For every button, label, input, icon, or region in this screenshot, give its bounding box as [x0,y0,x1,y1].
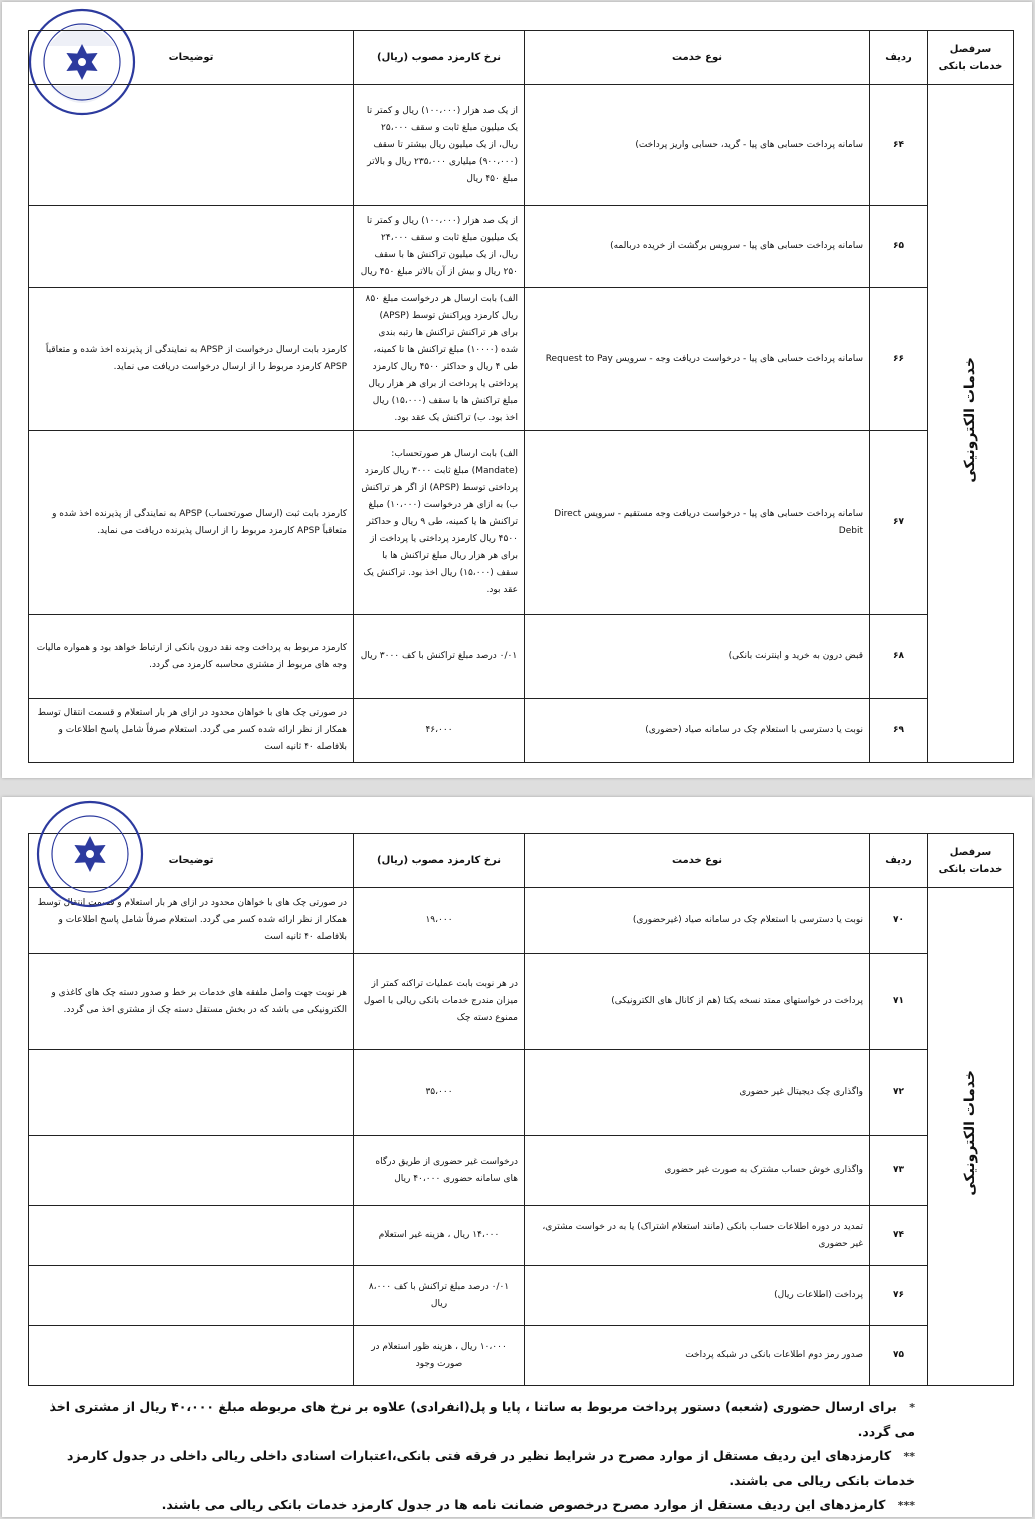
header-fee-rate: نرخ کارمزد مصوب (ریال) [354,834,525,888]
table-row [29,288,1014,431]
fee-rate: ۱۰،۰۰۰ ریال ، هزینه ظور استعلام در صورت وجود [354,1326,525,1386]
service-type: واگذاری خوش حساب مشترک به صورت غیر حضوری [525,1136,870,1206]
bank-stamp-seal [34,798,146,910]
document-page-1 [2,2,1032,778]
fee-rate: در هر نوبت بابت عملیات تراکنه کمتر از میزان مندرج خدمات بانکی ریالی با اصول ممنوع دسته چک [354,954,525,1050]
service-type: واگذاری چک دیجیتال غیر حضوری [525,1050,870,1136]
row-number: ۷۲ [870,1050,928,1136]
description: در صورتی چک های با خواهان محدود در ازای هر بار استعلام و قسمت انتقال توسط همکار از نظر ارائه شده کسر می گردد. استعلام صرفاً شامل پاسخ اطلاعات و بلافاصله ۴۰ ثانیه است [29,888,354,954]
category-label: خدمات الکترونیکی [962,1070,978,1196]
row-number: ۶۶ [870,288,928,431]
description: هر نوبت جهت واصل ملفقه های خدمات بر خط و صدور دسته چک های کاغذی و الکترونیکی می باشد که در بخش مستقل دسته چک از مشتری اخذ می گردد. [29,954,354,1050]
fee-rate: ۳۵،۰۰۰ [354,1050,525,1136]
service-type: صدور رمز دوم اطلاعات بانکی در شبکه پرداخت [525,1326,870,1386]
service-type: سامانه پرداخت حسابی های پیا - درخواست دریافت وجه مستقیم - سرویس Direct Debit [525,431,870,615]
description [29,1136,354,1206]
description [29,206,354,288]
table-row [29,699,1014,763]
fee-table-page-1 [28,30,1014,763]
table-row [29,1206,1014,1266]
row-number: ۶۹ [870,699,928,763]
row-number: ۷۶ [870,1266,928,1326]
row-number: ۷۳ [870,1136,928,1206]
header-service-type: نوع خدمت [525,834,870,888]
table-row [29,1136,1014,1206]
row-number: ۶۵ [870,206,928,288]
service-type: سامانه پرداخت حسابی های پیا - سرویس برگشت از خریده دربالمه) [525,206,870,288]
service-type: قبض درون به خرید و اینترنت بانکی) [525,615,870,699]
service-type: سامانه پرداخت حسابی های پیا - گرید، حسابی واریز پرداخت) [525,85,870,206]
header-fee-rate: نرخ کارمزد مصوب (ریال) [354,31,525,85]
footnote [40,1444,915,1493]
fee-rate: ۱۴،۰۰۰ ریال ، هزینه غیر استعلام [354,1206,525,1266]
table-row [29,1326,1014,1386]
footnotes [40,1395,915,1518]
fee-rate: ۰/۰۱ درصد مبلغ تراکنش با کف ۳۰۰۰ ریال [354,615,525,699]
description: در صورتی چک های با خواهان محدود در ازای هر بار استعلام و قسمت انتقال توسط همکار از نظر ارائه شده کسر می گردد. استعلام صرفاً شامل پاسخ اطلاعات و بلافاصله ۴۰ ثانیه است [29,699,354,763]
description: کارمزد بابت ثبت (ارسال صورتحساب) APSP به نمایندگی از پذیرنده اخذ شده و متعاقباً APSP کارمزد مربوط را از ارسال پذیرنده دریافت می نماید. [29,431,354,615]
fee-rate: ۰/۰۱ درصد مبلغ تراکنش با کف ۸،۰۰۰ ریال [354,1266,525,1326]
service-type: نوبت یا دسترسی با استعلام چک در سامانه صیاد (حضوری) [525,699,870,763]
category-label: خدمات الکترونیکی [962,357,978,483]
header-category: سرفصل خدمات بانکی [928,31,1014,85]
table-row [29,1050,1014,1136]
category-cell [928,85,1014,763]
table-row [29,206,1014,288]
footnote-text: برای ارسال حضوری (شعبه) دستور پرداخت مربوط به ساتنا ، پایا و پل(انفرادی) علاوه بر نرخ های مربوطه مبلغ ۴۰،۰۰۰ ریال از مشتری اخذ می گردد. [49,1399,915,1439]
fee-rate: الف) بابت ارسال هر صورتحساب: (Mandate) مبلغ ثابت ۳۰۰۰ ریال کارمزد پرداختی توسط (APSP) از اگر هر تراکنش ب) به ازای هر درخواست (۱۰،۰۰۰) مبلغ تراکنش ها یا کمینه، طی ۹ ریال و حداکثر ۴۵۰۰ ریال کارمزد پرداختی یا پرداخت از برای هر هزار ریال مبلغ تراکنش ها با سقف (۱۵،۰۰۰) ریال اخذ بود. تراکنش یک عقد بود. [354,431,525,615]
header-category: سرفصل خدمات بانکی [928,834,1014,888]
footnote-mark: *** [897,1499,915,1512]
table-row [29,615,1014,699]
description [29,1266,354,1326]
fee-rate: ۱۹،۰۰۰ [354,888,525,954]
header-row-number: ردیف [870,31,928,85]
table-row [29,85,1014,206]
header-service-type: نوع خدمت [525,31,870,85]
fee-rate: ۴۶،۰۰۰ [354,699,525,763]
footnote-mark: * [909,1401,915,1414]
description [29,1050,354,1136]
row-number: ۷۴ [870,1206,928,1266]
table-row [29,954,1014,1050]
service-type: پرداخت (اطلاعات ریال) [525,1266,870,1326]
description: کارمزد بابت ارسال درخواست از APSP به نمایندگی از پذیرنده اخذ شده و متعاقباً APSP کارمزد مربوط را از ارسال درخواست دریافت می نماید. [29,288,354,431]
description [29,1326,354,1386]
header-description: توضیحات [29,31,354,85]
fee-rate: الف) بابت ارسال هر درخواست مبلغ ۸۵۰ ریال کارمزد وپراکنش توسط (APSP) برای هر تراکنش تراکنش ها رتبه بندی شده (۱۰۰۰۰) مبلغ تراکنش ها تا کمینه، طی ۴ ریال و حداکثر ۴۵۰۰ ریال کارمزد پرداختی یا پرداخت از برای هر هزار ریال مبلغ تراکنش ها با سقف (۱۵،۰۰۰) ریال اخذ بود. ب) تراکنش یک عقد بود. [354,288,525,431]
table-row [29,888,1014,954]
header-description: توضیحات [29,834,354,888]
service-type: تمدید در دوره اطلاعات حساب بانکی (مانند استعلام اشتراک) یا به در خواست مشتری، غیر حضوری [525,1206,870,1266]
header-row-number: ردیف [870,834,928,888]
row-number: ۶۸ [870,615,928,699]
footnote-text: کارمزدهای این ردیف مستقل از موارد مصرح درخصوص ضمانت نامه ها در جدول کارمزد خدمات بانکی ریالی می باشند. [161,1497,886,1512]
footnote-text: کارمزدهای این ردیف مستقل از موارد مصرح در شرایط نظیر در فرقه فتی بانکی،اعتبارات اسنادی داخلی ریالی داخلی در جدول کارمزد خدمات بانکی ریالی می باشند. [67,1448,915,1488]
fee-rate: از یک صد هزار (۱۰۰،۰۰۰) ریال و کمتر تا یک میلیون مبلغ ثابت و سقف ۲۴،۰۰۰ ریال، از یک میلیون تراکنش ها با سقف ۲۵۰ ریال و بیش از آن بالاتر مبلغ ۴۵۰ ریال [354,206,525,288]
description [29,1206,354,1266]
row-number: ۷۱ [870,954,928,1050]
service-type: نوبت یا دسترسی با استعلام چک در سامانه صیاد (غیرحضوری) [525,888,870,954]
service-type: پرداخت در خواستهای ممتد نسخه یکتا (هم از کانال های الکترونیکی) [525,954,870,1050]
service-type: سامانه پرداخت حسابی های پیا - درخواست دریافت وجه - سرویس Request to Pay [525,288,870,431]
footnote-mark: ** [903,1450,915,1463]
fee-rate: درخواست غیر حضوری از طریق درگاه های سامانه حضوری ۴۰،۰۰۰ ریال [354,1136,525,1206]
description: کارمزد مربوط به پرداخت وجه نقد درون بانکی از ارتباط خواهد بود و همواره مالیات وجه های مربوط از مشتری محاسبه کارمزد می گردد. [29,615,354,699]
fee-rate: از یک صد هزار (۱۰۰،۰۰۰) ریال و کمتر تا یک میلیون مبلغ ثابت و سقف ۲۵،۰۰۰ ریال، از یک میلیون ریال بیشتر تا سقف (۹۰۰،۰۰۰) میلیاری ۲۳۵،۰۰۰ ریال و بالاتر مبلغ ۴۵۰ ریال [354,85,525,206]
table-row [29,431,1014,615]
row-number: ۶۷ [870,431,928,615]
row-number: ۷۰ [870,888,928,954]
table-row [29,1266,1014,1326]
description [29,85,354,206]
footnote [40,1493,915,1518]
category-cell [928,888,1014,1386]
row-number: ۶۴ [870,85,928,206]
row-number: ۷۵ [870,1326,928,1386]
fee-table-page-2 [28,833,1014,1386]
footnote [40,1395,915,1444]
